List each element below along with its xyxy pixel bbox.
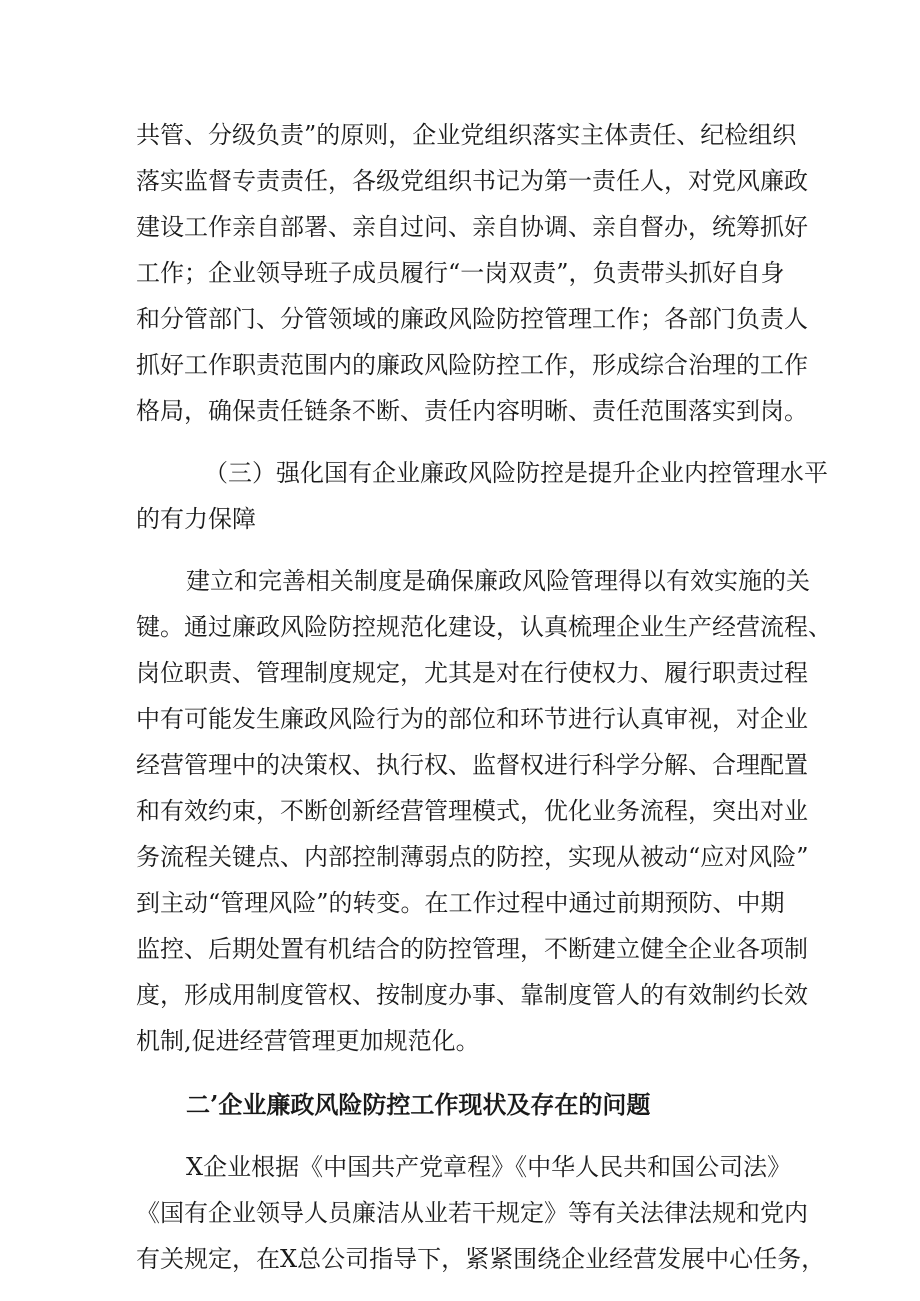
- text-line: 度，形成用制度管权、按制度办事、靠制度管人的有效制约长效: [136, 981, 808, 1009]
- text-line: 建设工作亲自部署、亲自过问、亲自协调、亲自督办，统筹抓好: [136, 213, 808, 241]
- paragraph-system-building: [136, 558, 832, 1064]
- section-subheading-3: [136, 450, 828, 542]
- text-line: 经营管理中的决策权、执行权、监督权进行科学分解、合理配置: [136, 751, 808, 779]
- text-line: 监控、后期处置有机结合的防控管理，不断建立健全企业各项制: [136, 935, 808, 963]
- text-line: 建立和完善相关制度是确保廉政风险管理得以有效实施的关: [186, 567, 810, 595]
- text-line: 共管、分级负责”的原则，企业党组织落实主体责任、纪检组织: [136, 121, 797, 149]
- document-page: [136, 112, 832, 1282]
- text-line: 落实监督专责责任，各级党组织书记为第一责任人，对党风廉政: [136, 167, 808, 195]
- text-line: X企业根据《中国共产党章程》《中华人民共和国公司法》: [186, 1153, 792, 1181]
- text-line: 抓好工作职责范围内的廉政风险防控工作，形成综合治理的工作: [136, 351, 808, 379]
- text-line: 机制,促进经营管理更加规范化。: [136, 1027, 480, 1055]
- text-line: 务流程关键点、内部控制薄弱点的防控，实现从被动“应对风险”: [136, 843, 809, 871]
- text-line: 到主动“管理风险”的转变。在工作过程中通过前期预防、中期: [136, 889, 785, 917]
- text-line: 中有可能发生廉政风险行为的部位和环节进行认真审视，对企业: [136, 705, 808, 733]
- text-line: 《国有企业领导人员廉洁从业若干规定》等有关法律法规和党内: [136, 1199, 808, 1227]
- paragraph-responsibility: [136, 112, 808, 434]
- text-line: 的有力保障: [136, 505, 256, 533]
- text-line: 工作；企业领导班子成员履行“一岗双责”，负责带头抓好自身: [136, 259, 785, 287]
- section-heading-2: [136, 1082, 796, 1128]
- heading-text: 二’企业廉政风险防控工作现状及存在的问题: [186, 1090, 651, 1119]
- text-line: 格局，确保责任链条不断、责任内容明晰、责任范围落实到岗。: [136, 397, 808, 425]
- paragraph-status: [136, 1144, 826, 1282]
- text-line: 键。通过廉政风险防控规范化建设，认真梳理企业生产经营流程、: [136, 613, 832, 641]
- text-line: （三）强化国有企业廉政风险防控是提升企业内控管理水平: [204, 459, 828, 487]
- text-line: 有关规定，在X总公司指导下，紧紧围绕企业经营发展中心任务，: [136, 1245, 826, 1273]
- text-line: 岗位职责、管理制度规定，尤其是对在行使权力、履行职责过程: [136, 659, 808, 687]
- text-line: 和分管部门、分管领域的廉政风险防控管理工作；各部门负责人: [136, 305, 808, 333]
- text-line: 和有效约束，不断创新经营管理模式，优化业务流程，突出对业: [136, 797, 808, 825]
